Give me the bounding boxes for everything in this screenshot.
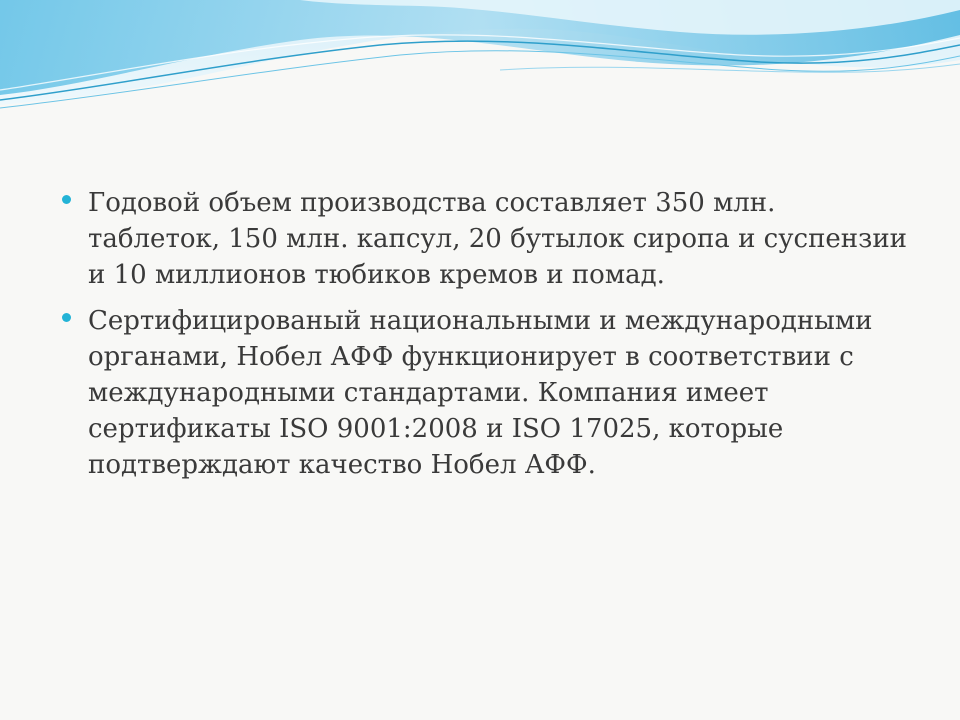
bullet-icon	[62, 195, 71, 204]
list-item	[58, 185, 908, 293]
list-item	[58, 303, 908, 483]
bullet-text: Годовой объем производства составляет 350 млн. таблеток, 150 млн. капсул, 20 бутылок сиропа и суспензии и 10 миллионов тюбиков кремов и помад.	[88, 188, 907, 290]
header-wave-decoration	[0, 0, 960, 140]
bullet-icon	[62, 313, 71, 322]
bullet-text: Сертифицированый национальными и международными органами, Нобел АФФ функционирует в соответствии с международными стандартами. Компания имеет сертификаты ISO 9001:2008 и ISO 17025, которые подтверждают качество Нобел АФФ.	[88, 306, 873, 480]
bullet-list	[58, 185, 908, 493]
